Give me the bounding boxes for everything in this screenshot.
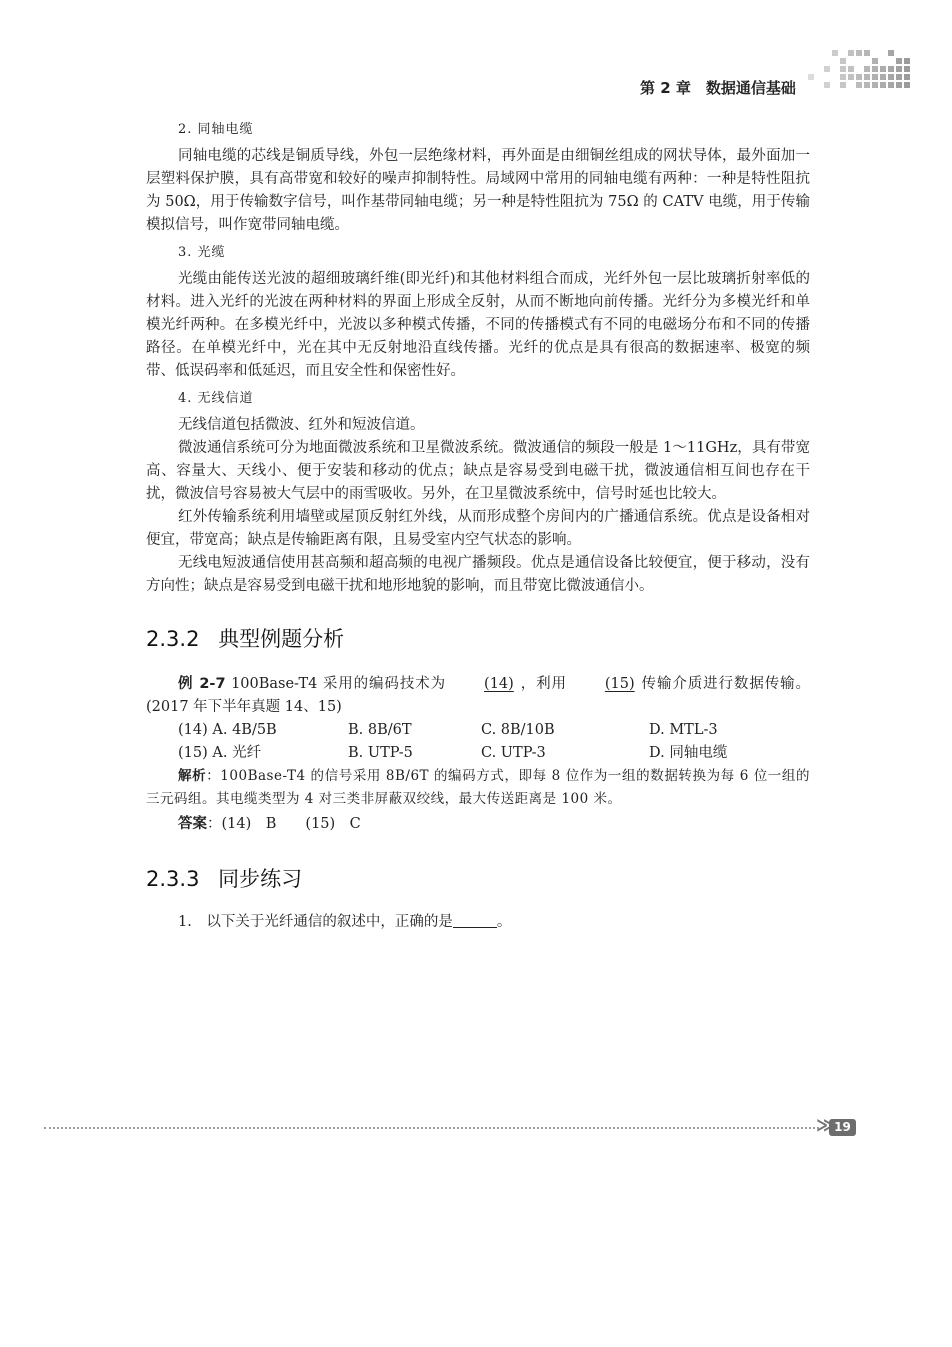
header-deco-square <box>864 50 870 56</box>
subheading-wireless: 4. 无线信道 <box>178 391 254 406</box>
header-deco-square <box>904 66 910 72</box>
option: D. MTL-3 <box>649 722 718 738</box>
header-deco-square <box>896 82 902 88</box>
header-deco-square <box>888 66 894 72</box>
header-deco-square <box>896 66 902 72</box>
header-deco-square <box>856 82 862 88</box>
header-deco-square <box>872 82 878 88</box>
header-deco-square <box>840 82 846 88</box>
header-deco-square <box>864 82 870 88</box>
option: B. UTP-5 <box>348 745 413 761</box>
double-chevron-right-icon: ≫ <box>816 1115 829 1136</box>
header-deco-square <box>880 74 886 80</box>
paragraph-wireless-4: 无线电短波通信使用甚高频和超高频的电视广播频段。优点是通信设备比较便宜，便于移动，没有方向性；缺点是容易受到电磁干扰和地形地貌的影响，而且带宽比微波通信小。 <box>146 555 810 594</box>
header-deco-square <box>880 82 886 88</box>
example-text-a: 100Base-T4 采用的编码技术为 <box>231 676 447 692</box>
header-decoration <box>808 48 912 90</box>
section-number: 2.3.2 <box>146 627 200 651</box>
header-deco-square <box>848 74 854 80</box>
exercise-question-1 <box>146 911 810 934</box>
example-label: 例 2-7 <box>178 676 226 692</box>
section-heading-232 <box>146 628 810 651</box>
header-deco-square <box>896 74 902 80</box>
answer-label: 答案 <box>178 816 207 832</box>
section-title: 同步练习 <box>218 867 303 891</box>
header-deco-square <box>848 66 854 72</box>
subheading-coax: 2. 同轴电缆 <box>178 122 254 137</box>
option: D. 同轴电缆 <box>649 745 728 761</box>
answer-text: ：(14) B (15) C <box>207 816 361 832</box>
header-deco-square <box>888 74 894 80</box>
answer <box>146 813 810 836</box>
page-body <box>146 118 810 934</box>
footer-dotted-rule <box>44 1127 819 1129</box>
paragraph-coax: 同轴电缆的芯线是铜质导线，外包一层绝缘材料，再外面是由细铜丝组成的网状导体，最外面加一层塑料保护膜，具有高带宽和较好的噪声抑制特性。局域网中常用的同轴电缆有两种：一种是特性阻抗为 50Ω，用于传输数字信号，叫作基带同轴电缆；另一种是特性阻抗为 75Ω 的 CATV 电缆，用于传输模拟信号，叫作宽带同轴电缆。 <box>146 148 810 233</box>
header-deco-square <box>856 50 862 56</box>
header-deco-square <box>840 58 846 64</box>
blank-14: (14) <box>484 676 514 692</box>
header-deco-square <box>904 74 910 80</box>
paragraph-fiber: 光缆由能传送光波的超细玻璃纤维(即光纤)和其他材料组合而成，光纤外包一层比玻璃折射率低的材料。进入光纤的光波在两种材料的界面上形成全反射，从而不断地向前传播。光纤分为多模光纤和单模光纤两种。在多模光纤中，光波以多种模式传播，不同的传播模式有不同的电磁场分布和不同的传播路径。在单模光纤中，光在其中无反射地沿直线传播。光纤的优点是具有很高的数据速率、极宽的频带、低误码率和低延迟，而且安全性和保密性好。 <box>146 271 810 379</box>
header-deco-square <box>832 50 838 56</box>
options-row-15 <box>146 742 810 765</box>
answer-blank <box>453 913 497 928</box>
section-heading-233 <box>146 868 810 891</box>
analysis-text: ：100Base-T4 的信号采用 8B/6T 的编码方式，即每 8 位作为一组的数据转换为每 6 位一组的三元码组。其电缆类型为 4 对三类非屏蔽双绞线，最大传送距离是 100 米。 <box>146 768 810 807</box>
header-deco-square <box>848 50 854 56</box>
header-deco-square <box>840 66 846 72</box>
header-deco-square <box>824 66 830 72</box>
running-header: 第 2 章 数据通信基础 <box>640 79 796 97</box>
paragraph-wireless-3: 红外传输系统利用墙壁或屋顶反射红外线，从而形成整个房间内的广播通信系统。优点是设备相对便宜，带宽高；缺点是传输距离有限，且易受室内空气状态的影响。 <box>146 509 810 548</box>
header-deco-square <box>888 50 894 56</box>
header-deco-square <box>872 58 878 64</box>
analysis-label: 解析 <box>178 768 207 784</box>
header-deco-square <box>808 74 814 80</box>
example-text-b: ，利用 <box>519 676 567 692</box>
header-deco-square <box>872 74 878 80</box>
page-number: 19 <box>829 1119 856 1136</box>
paragraph-wireless-2: 微波通信系统可分为地面微波系统和卫星微波系统。微波通信的频段一般是 1～11GHz，具有带宽高、容量大、天线小、便于安装和移动的优点；缺点是容易受到电磁干扰，微波通信相互间也存在干扰，微波信号容易被大气层中的雨雪吸收。另外，在卫星微波系统中，信号时延也比较大。 <box>146 440 810 502</box>
question-suffix: 。 <box>496 914 512 930</box>
header-deco-square <box>856 74 862 80</box>
analysis <box>146 765 810 811</box>
paragraph-wireless-1: 无线信道包括微波、红外和短波信道。 <box>178 417 425 433</box>
section-number: 2.3.3 <box>146 867 200 891</box>
option: (15) A. 光纤 <box>178 745 262 761</box>
header-deco-square <box>840 74 846 80</box>
example-text-c: 传输介质进行数据传输。(2017 年下半年真题 14、15) <box>146 676 811 715</box>
blank-15: (15) <box>604 676 635 692</box>
header-deco-square <box>904 82 910 88</box>
option: C. 8B/10B <box>481 722 555 738</box>
option: C. UTP-3 <box>481 745 546 761</box>
option: B. 8B/6T <box>348 722 412 738</box>
header-deco-square <box>864 66 870 72</box>
header-deco-square <box>896 58 902 64</box>
option: (14) A. 4B/5B <box>178 722 277 738</box>
header-deco-square <box>824 82 830 88</box>
header-deco-square <box>904 58 910 64</box>
options-row-14 <box>146 719 810 742</box>
header-deco-square <box>880 66 886 72</box>
header-deco-square <box>872 66 878 72</box>
section-title: 典型例题分析 <box>218 627 345 651</box>
question-text: 1. 以下关于光纤通信的叙述中，正确的是 <box>178 914 453 930</box>
subheading-fiber: 3. 光缆 <box>178 245 226 260</box>
header-deco-square <box>864 74 870 80</box>
header-deco-square <box>888 82 894 88</box>
example-question <box>146 673 810 719</box>
